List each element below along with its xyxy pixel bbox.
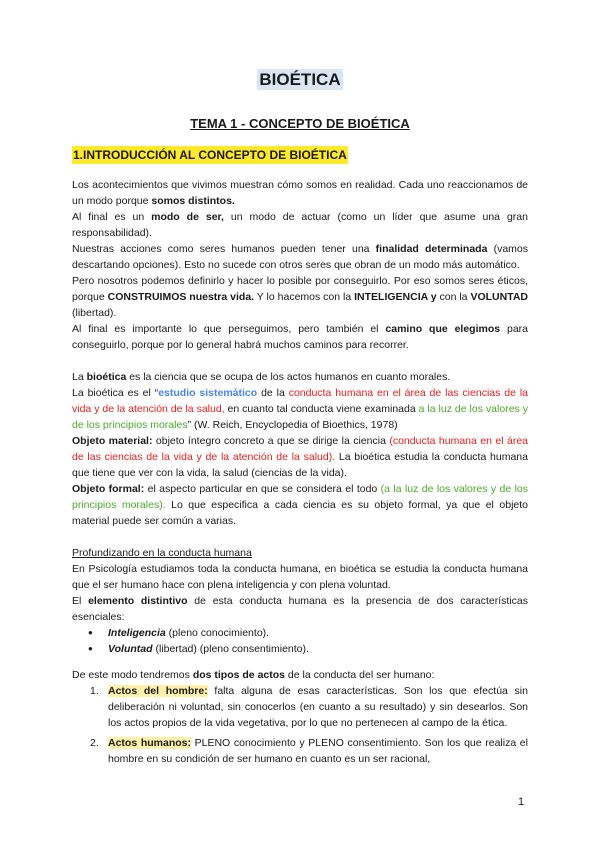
document-subtitle: TEMA 1 - CONCEPTO DE BIOÉTICA [190,116,410,131]
intro-paragraph-4: Pero nosotros podemos definirlo y hacer lo posible por conseguirlo. Por eso somos seres éticos, porque CONSTRUIMOS nuestra vida. Y lo hacemos con la INTELIGENCIA y con la VOLUNTAD (libertad). [72,275,529,319]
list-item: 2. Actos humanos: PLENO conocimiento y PLENO consentimiento. Son los que realiza el hombre en su condición de ser humano en cuanto es un ser racional, [90,737,528,765]
list-item: 1. Actos del hombre: falta alguna de esas características. Son los que efectúa sin deliberación ni voluntad, sin conocerlos (en cuanto a su resultado) y sin desearlos. Son los actos propios de la vida vegetativa, por lo que no pertenecen al campo de la ética. [90,685,528,729]
bioetica-definition-2: La bioética es el “estudio sistemático de la conducta humana en el área de las ciencias de la vida y de la atención de la salud, en cuanto tal conducta viene examinada a la luz de los valores y de los principios morales” (W. Reich, Encyclopedia of Bioethics, 1978) [72,387,528,431]
intro-paragraph-2: Al final es un modo de ser, un modo de actuar (como un líder que asume una gran responsabilidad). [72,211,528,239]
conducta-paragraph-2: El elemento distintivo de esta conducta humana es la presencia de dos características esenciales: [72,595,528,623]
document-title: BIOÉTICA [259,70,341,89]
objeto-material: Objeto material: objeto íntegro concreto a que se dirige la ciencia (conducta humana en el área de las ciencias de la vida y de la atención de la salud). La bioética estudia la conducta humana que tiene que ver con la vida, la salud (ciencias de la vida). [72,435,528,479]
characteristics-list [72,625,528,657]
intro-paragraph-1: Los acontecimientos que vivimos muestran cómo somos en realidad. Cada uno reaccionamos de un modo porque somos distintos. [72,179,528,207]
page-number: 1 [518,796,525,808]
list-item: ● Voluntad (libertad) (pleno consentimiento). [108,641,528,657]
acts-list [72,683,528,767]
conducta-paragraph-1: En Psicología estudiamos toda la conducta humana, en bioética se estudia la conducta humana que el ser humano hace con plena inteligencia y con plena voluntad. [72,563,528,591]
intro-paragraph-3: Nuestras acciones como seres humanos pueden tener una finalidad determinada (vamos descartando opciones). Esto no sucede con otros seres que obran de un modo más automático. [72,243,528,271]
intro-paragraph-5: Al final es importante lo que perseguimos, pero también el camino que elegimos para conseguirlo, porque por lo general habrá muchos caminos para recorrer. [72,323,529,351]
section-heading: 1.INTRODUCCIÓN AL CONCEPTO DE BIOÉTICA [73,148,347,162]
conducta-paragraph-3: De este modo tendremos dos tipos de actos de la conducta del ser humano: [72,669,435,681]
document-body [72,177,528,771]
objeto-formal: Objeto formal: el aspecto particular en que se considera el todo (a la luz de los valores y de los principios morales). Lo que especifica a cada ciencia es su objeto formal, ya que el objeto material puede ser común a varias. [72,483,528,527]
conducta-heading: Profundizando en la conducta humana [72,547,252,559]
list-item: ● Inteligencia (pleno conocimiento). [108,625,528,641]
bioetica-definition-1: La bioética es la ciencia que se ocupa de los actos humanos en cuanto morales. [72,371,451,383]
